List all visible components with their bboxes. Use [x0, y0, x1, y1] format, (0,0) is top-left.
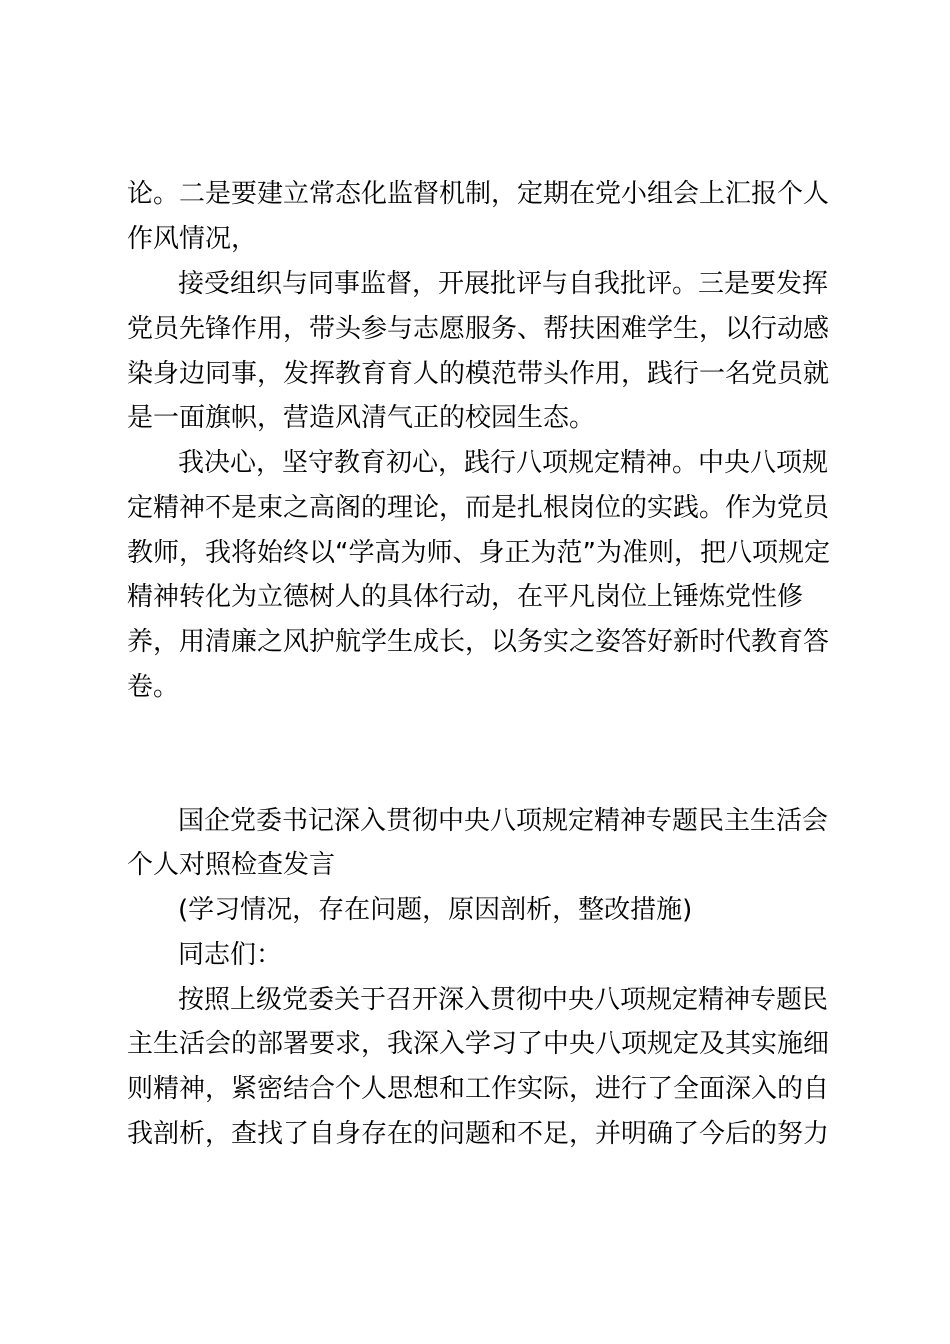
text-line: 定精神不是束之高阁的理论，而是扎根岗位的实践。作为党员: [127, 493, 830, 523]
text-line: 接受组织与同事监督，开展批评与自我批评。三是要发挥: [178, 269, 829, 299]
text-line: 教师，我将始终以“学高为师、身正为范”为准则，把八项规定: [127, 538, 830, 568]
text-line: 则精神，紧密结合个人思想和工作实际，进行了全面深入的自: [127, 1074, 830, 1104]
text-line: 我剖析，查找了自身存在的问题和不足，并明确了今后的努力: [127, 1119, 830, 1149]
text-line: 卷。: [127, 672, 180, 702]
section-title: 国企党委书记深入贯彻中央八项规定精神专题民主生活会: [178, 806, 829, 836]
section-subtitle: (学习情况，存在问题，原因剖析，整改措施): [178, 895, 693, 925]
text-line: 我决心，坚守教育初心，践行八项规定精神。中央八项规: [178, 448, 829, 478]
text-line: 染身边同事，发挥教育育人的模范带头作用，践行一名党员就: [127, 359, 830, 389]
salutation: 同志们：: [178, 940, 283, 970]
text-line: 党员先锋作用，带头参与志愿服务、帮扶困难学生，以行动感: [127, 314, 830, 344]
text-line: 是一面旗帜，营造风清气正的校园生态。: [127, 403, 596, 433]
section-title: 个人对照检查发言: [127, 850, 336, 880]
text-line: 主生活会的部署要求，我深入学习了中央八项规定及其实施细: [127, 1029, 830, 1059]
text-line: 作风情况，: [127, 224, 258, 254]
text-line: 养，用清廉之风护航学生成长，以务实之姿答好新时代教育答: [127, 627, 830, 657]
text-line: 论。二是要建立常态化监督机制，定期在党小组会上汇报个人: [127, 179, 830, 209]
text-line: 按照上级党委关于召开深入贯彻中央八项规定精神专题民: [178, 985, 829, 1015]
text-line: 精神转化为立德树人的具体行动，在平凡岗位上锤炼党性修: [127, 582, 804, 612]
